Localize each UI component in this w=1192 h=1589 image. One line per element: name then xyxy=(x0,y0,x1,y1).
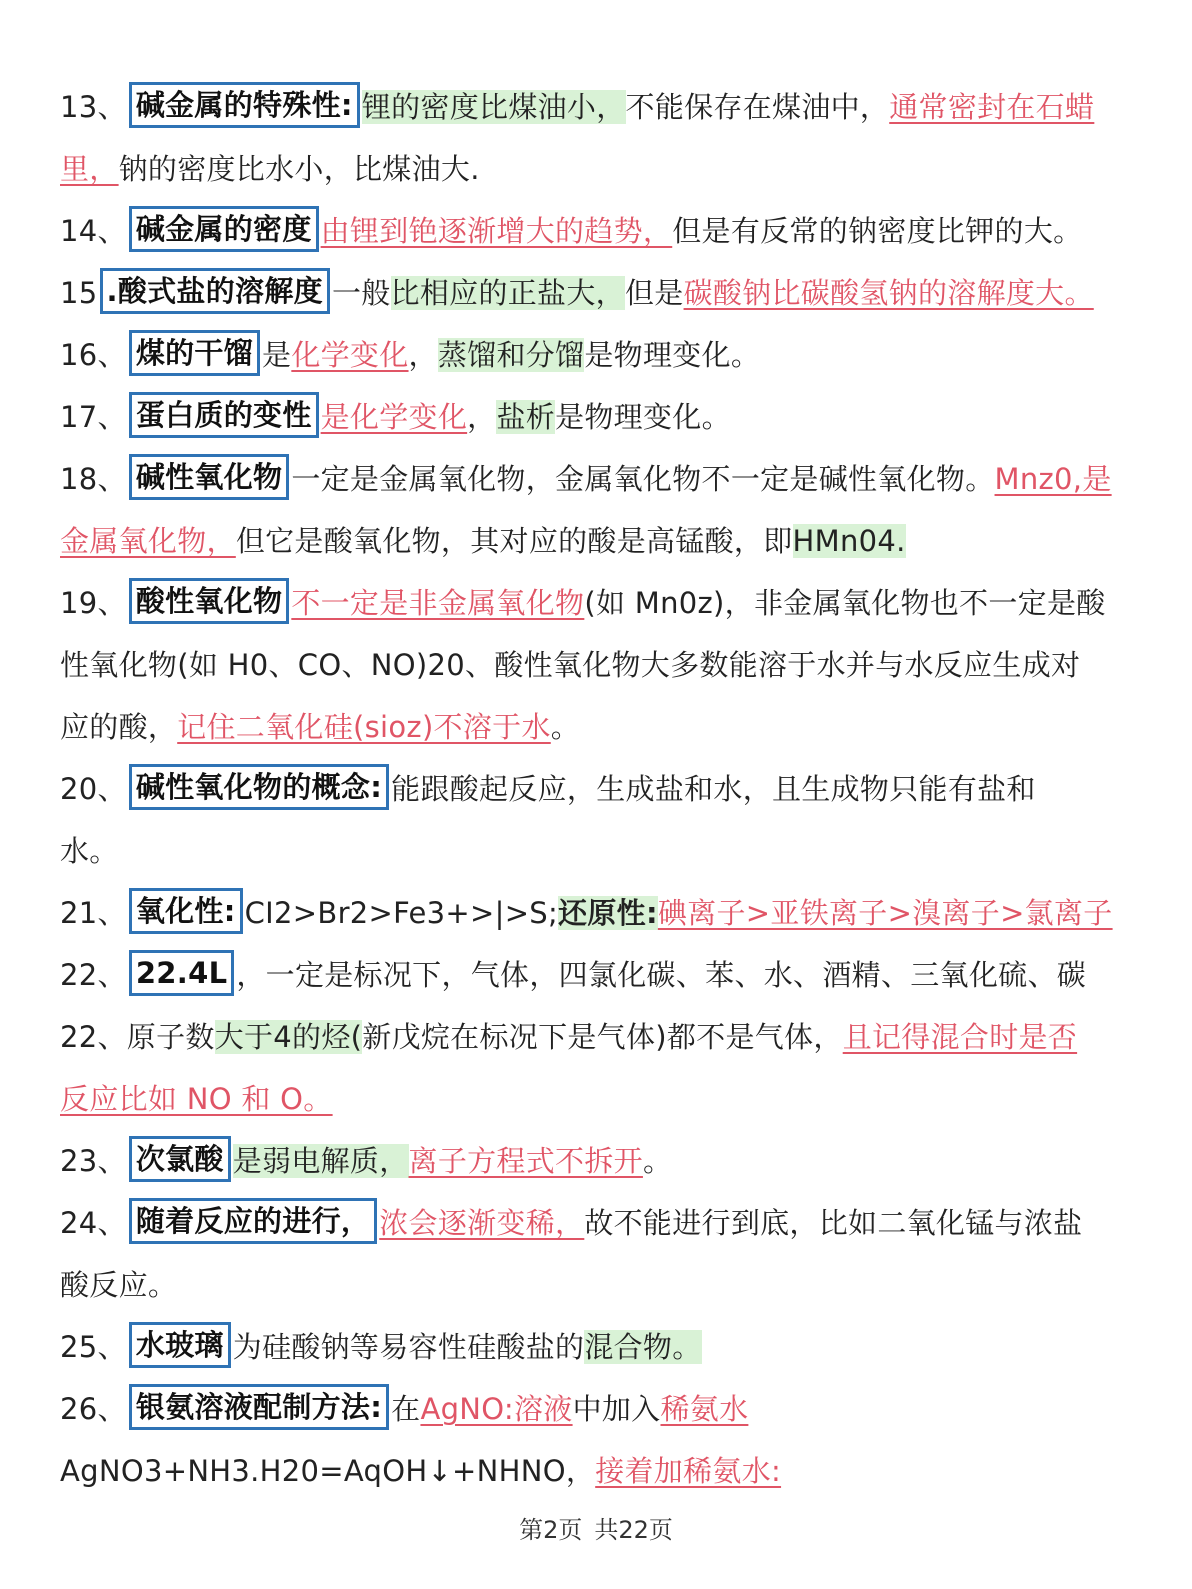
page-total: 共22页 xyxy=(594,1516,673,1544)
key-term-box: 煤的干馏 xyxy=(129,330,260,376)
plain-text: 酸反应。 xyxy=(60,1268,178,1302)
item-number: 19、 xyxy=(60,586,127,620)
item-number: 26、 xyxy=(60,1392,127,1426)
plain-text: 是物理变化。 xyxy=(584,338,761,372)
note-line xyxy=(60,572,1135,634)
item-number: 13、 xyxy=(60,90,127,124)
key-term-box: 碱性氧化物的概念: xyxy=(129,764,389,810)
emphasis-text: 反应比如 NO 和 O。 xyxy=(60,1082,333,1116)
emphasis-text: Mnz0,是 xyxy=(994,462,1112,496)
emphasis-text: 浓会逐渐变稀， xyxy=(379,1206,585,1240)
key-term-box: 蛋白质的变性 xyxy=(129,392,319,438)
note-line xyxy=(60,1378,1135,1440)
key-term-box: 22.4L xyxy=(129,950,235,996)
note-line xyxy=(60,138,1135,200)
key-term-box: .酸式盐的溶解度 xyxy=(100,268,330,314)
emphasis-text: AgNO:溶液 xyxy=(420,1392,573,1426)
item-number: 16、 xyxy=(60,338,127,372)
plain-text: 性氧化物(如 H0、CO、NO)20、酸性氧化物大多数能溶于水并与水反应生成对 xyxy=(60,648,1081,682)
highlighted-text: 还原性: xyxy=(558,896,658,930)
highlighted-text: 锂的密度比煤油小， xyxy=(361,90,626,124)
plain-text: 能跟酸起反应，生成盐和水，且生成物只能有盐和 xyxy=(391,772,1036,806)
item-number: 20、 xyxy=(60,772,127,806)
note-line xyxy=(60,200,1135,262)
emphasis-text: 碘离子>亚铁离子>溴离子>氯离子 xyxy=(657,896,1113,930)
highlighted-text: 混合物。 xyxy=(584,1330,702,1364)
plain-text: 故不能进行到底，比如二氧化锰与浓盐 xyxy=(584,1206,1083,1240)
key-term-box: 酸性氧化物 xyxy=(129,578,290,624)
note-line xyxy=(60,510,1135,572)
note-line xyxy=(60,634,1135,696)
note-line xyxy=(60,1254,1135,1316)
emphasis-text: 接着加稀氨水: xyxy=(595,1454,782,1488)
key-term-box: 水玻璃 xyxy=(129,1322,231,1368)
note-line xyxy=(60,76,1135,138)
note-line xyxy=(60,1440,1135,1502)
plain-text: ，一定是标况下，气体，四氯化碳、苯、水、酒精、三氧化硫、碳 xyxy=(236,958,1087,992)
plain-text: 但它是酸氧化物，其对应的酸是高锰酸，即 xyxy=(235,524,793,558)
note-line xyxy=(60,696,1135,758)
note-line xyxy=(60,1068,1135,1130)
plain-text: 。 xyxy=(550,710,581,744)
note-line xyxy=(60,944,1135,1006)
highlighted-text: 盐析 xyxy=(496,400,556,434)
emphasis-text: 化学变化 xyxy=(291,338,409,372)
emphasis-text: 金属氧化物， xyxy=(60,524,236,558)
plain-text: 是 xyxy=(262,338,292,372)
key-term-box: 碱金属的特殊性: xyxy=(129,82,360,128)
plain-text: 是物理变化。 xyxy=(555,400,731,434)
highlighted-text: 比相应的正盐大， xyxy=(390,276,625,310)
key-term-box: 银氨溶液配制方法: xyxy=(129,1384,389,1430)
emphasis-text: 通常密封在石蜡 xyxy=(889,90,1095,124)
note-line xyxy=(60,882,1135,944)
plain-text: AgNO3+NH3.H20=AqOH↓+NHNO， xyxy=(60,1454,596,1488)
key-term-box: 碱性氧化物 xyxy=(129,454,290,500)
plain-text: 但是 xyxy=(624,276,684,310)
plain-text: 水。 xyxy=(60,834,119,868)
plain-text: 在 xyxy=(391,1392,421,1426)
plain-text: 中加入 xyxy=(572,1392,661,1426)
emphasis-text: 是化学变化 xyxy=(320,400,468,434)
note-line xyxy=(60,386,1135,448)
emphasis-text: 由锂到铯逐渐增大的趋势， xyxy=(320,214,673,248)
emphasis-text: 离子方程式不拆开 xyxy=(408,1144,643,1178)
note-line xyxy=(60,758,1135,820)
plain-text: 一定是金属氧化物，金属氧化物不一定是碱性氧化物。 xyxy=(291,462,995,496)
item-number: 17、 xyxy=(60,400,127,434)
key-term-box: 随着反应的进行， xyxy=(129,1198,377,1244)
item-number: 24、 xyxy=(60,1206,127,1240)
emphasis-text: 里， xyxy=(60,152,119,186)
plain-text: ， xyxy=(467,400,497,434)
emphasis-text: 且记得混合时是否 xyxy=(842,1020,1078,1054)
item-number: 15 xyxy=(60,276,98,310)
plain-text: CI2>Br2>Fe3+>|>S; xyxy=(244,896,559,930)
highlighted-text: HMn04. xyxy=(792,524,906,558)
emphasis-text: 稀氨水 xyxy=(660,1392,749,1426)
note-line xyxy=(60,1192,1135,1254)
plain-text: 不能保存在煤油中， xyxy=(625,90,890,124)
plain-text: (如 Mn0z)，非金属氧化物也不一定是酸 xyxy=(584,586,1106,620)
plain-text: 一般 xyxy=(331,276,391,310)
item-number: 14、 xyxy=(60,214,127,248)
plain-text: 为硅酸钠等易容性硅酸盐的 xyxy=(232,1330,585,1364)
item-number: 18、 xyxy=(60,462,127,496)
item-number: 21、 xyxy=(60,896,127,930)
note-line xyxy=(60,1130,1135,1192)
item-number: 22、 xyxy=(60,958,127,992)
key-term-box: 氧化性: xyxy=(129,888,243,934)
page-footer xyxy=(0,1510,1192,1545)
key-term-box: 次氯酸 xyxy=(129,1136,231,1182)
plain-text: 应的酸， xyxy=(60,710,178,744)
highlighted-text: 大于4的烃( xyxy=(214,1020,363,1054)
note-line xyxy=(60,448,1135,510)
item-number: 23、 xyxy=(60,1144,127,1178)
plain-text: 钠的密度比水小，比煤油大. xyxy=(118,152,480,186)
highlighted-text: 是弱电解质， xyxy=(232,1144,409,1178)
page-number: 第2页 xyxy=(519,1516,583,1544)
emphasis-text: 不一定是非金属氧化物 xyxy=(291,586,585,620)
plain-text: 。 xyxy=(642,1144,673,1178)
plain-text: 22、原子数 xyxy=(60,1020,215,1054)
note-line xyxy=(60,1006,1135,1068)
emphasis-text: 记住二氧化硅(sioz)不溶于水 xyxy=(177,710,551,744)
highlighted-text: 蒸馏和分馏 xyxy=(437,338,585,372)
emphasis-text: 碳酸钠比碳酸氢钠的溶解度大。 xyxy=(683,276,1094,310)
plain-text: ， xyxy=(408,338,438,372)
notes-content xyxy=(60,76,1135,1502)
note-line xyxy=(60,1316,1135,1378)
plain-text: 新戊烷在标况下是气体)都不是气体， xyxy=(362,1020,843,1054)
note-line xyxy=(60,262,1135,324)
item-number: 25、 xyxy=(60,1330,127,1364)
note-line xyxy=(60,324,1135,386)
key-term-box: 碱金属的密度 xyxy=(129,206,319,252)
plain-text: 但是有反常的钠密度比钾的大。 xyxy=(672,214,1083,248)
note-line xyxy=(60,820,1135,882)
